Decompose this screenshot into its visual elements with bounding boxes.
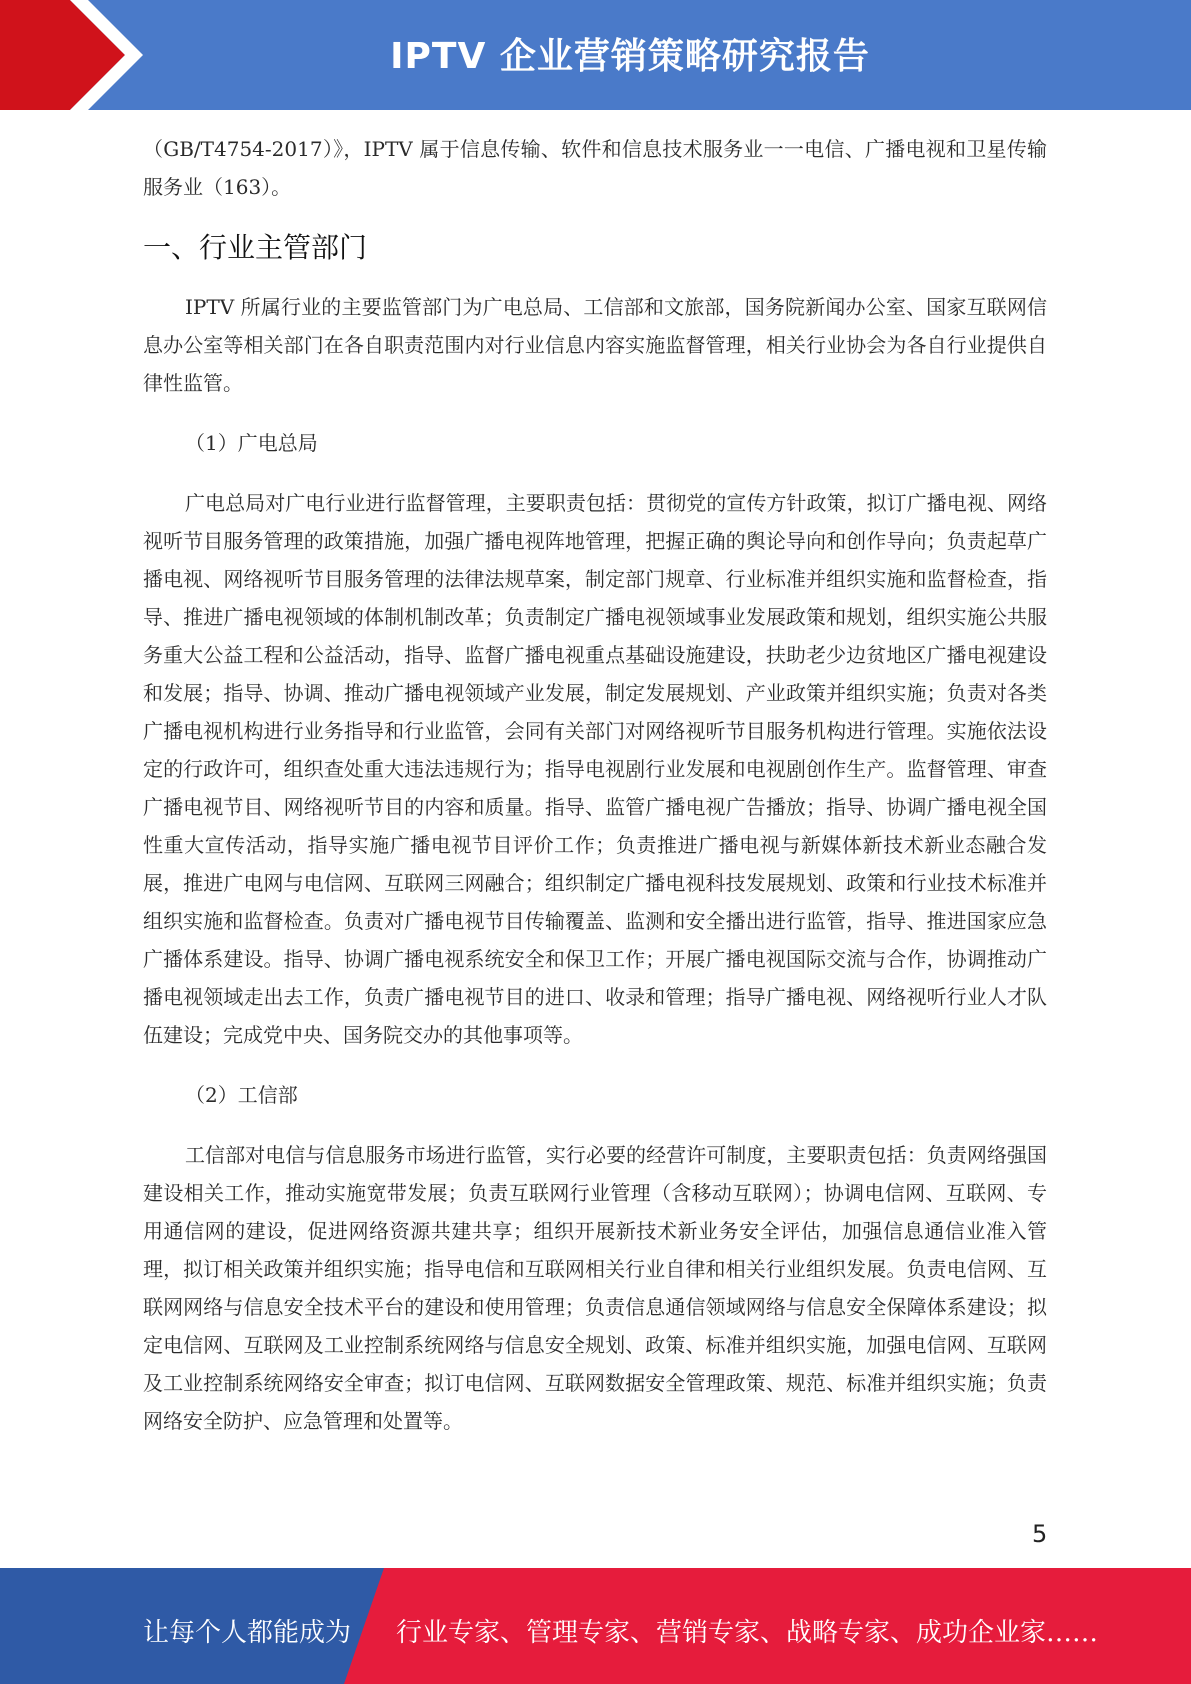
subsection-title-1: （1）广电总局 [185,431,318,455]
overview-paragraph: IPTV 所属行业的主要监管部门为广电总局、工信部和文旅部，国务院新闻办公室、国家互联网信息办公室等相关部门在各自职责范围内对行业信息内容实施监督管理，相关行业协会为各自行业提供自律性监管。 [143,295,1047,395]
page-number: 5 [1032,1520,1048,1548]
document-body [143,130,1047,1440]
footer-slogan-right: 行业专家、管理专家、营销专家、战略专家、成功企业家…… [396,1618,1099,1648]
intro-paragraph: （GB/T4754-2017）》，IPTV 属于信息传输、软件和信息技术服务业一一电信、广播电视和卫星传输服务业（163）。 [143,137,1047,199]
footer-slogan-left: 让每个人都能成为 [143,1618,352,1648]
section-title: 一、行业主管部门 [143,231,368,264]
subsection-paragraph-1: 广电总局对广电行业进行监督管理，主要职责包括：贯彻党的宣传方针政策，拟订广播电视、网络视听节目服务管理的政策措施，加强广播电视阵地管理，把握正确的舆论导向和创作导向；负责起草广播电视、网络视听节目服务管理的法律法规草案，制定部门规章、行业标准并组织实施和监督检查，指导、推进广播电视领域的体制机制改革；负责制定广播电视领域事业发展政策和规划，组织实施公共服务重大公益工程和公益活动，指导、监督广播电视重点基础设施建设，扶助老少边贫地区广播电视建设和发展；指导、协调、推动广播电视领域产业发展，制定发展规划、产业政策并组织实施；负责对各类广播电视机构进行业务指导和行业监管，会同有关部门对网络视听节目服务机构进行管理。实施依法设定的行政许可，组织查处重大违法违规行为；指导电视剧行业发展和电视剧创作生产。监督管理、审查广播电视节目、网络视听节目的内容和质量。指导、监管广播电视广告播放；指导、协调广播电视全国性重大宣传活动，指导实施广播电视节目评价工作；负责推进广播电视与新媒体新技术新业态融合发展，推进广电网与电信网、互联网三网融合；组织制定广播电视科技发展规划、政策和行业技术标准并组织实施和监督检查。负责对广播电视节目传输覆盖、监测和安全播出进行监管，指导、推进国家应急广播体系建设。指导、协调广播电视系统安全和保卫工作；开展广播电视国际交流与合作，协调推动广播电视领域走出去工作，负责广播电视节目的进口、收录和管理；指导广播电视、网络视听行业人才队伍建设；完成党中央、国务院交办的其他事项等。 [143,491,1047,1047]
page-footer [0,1568,1191,1684]
header-chevron-decoration [0,0,170,110]
subsection-paragraph-2: 工信部对电信与信息服务市场进行监管，实行必要的经营许可制度，主要职责包括：负责网络强国建设相关工作，推动实施宽带发展；负责互联网行业管理（含移动互联网）；协调电信网、互联网、专用通信网的建设，促进网络资源共建共享；组织开展新技术新业务安全评估，加强信息通信业准入管理，拟订相关政策并组织实施；指导电信和互联网相关行业自律和相关行业组织发展。负责电信网、互联网网络与信息安全技术平台的建设和使用管理；负责信息通信领域网络与信息安全保障体系建设；拟定电信网、互联网及工业控制系统网络与信息安全规划、政策、标准并组织实施，加强电信网、互联网及工业控制系统网络安全审查；拟订电信网、互联网数据安全管理政策、规范、标准并组织实施；负责网络安全防护、应急管理和处置等。 [143,1143,1047,1433]
page-header [0,0,1191,110]
report-title: IPTV 企业营销策略研究报告 [390,36,870,77]
subsection-title-2: （2）工信部 [185,1083,298,1107]
